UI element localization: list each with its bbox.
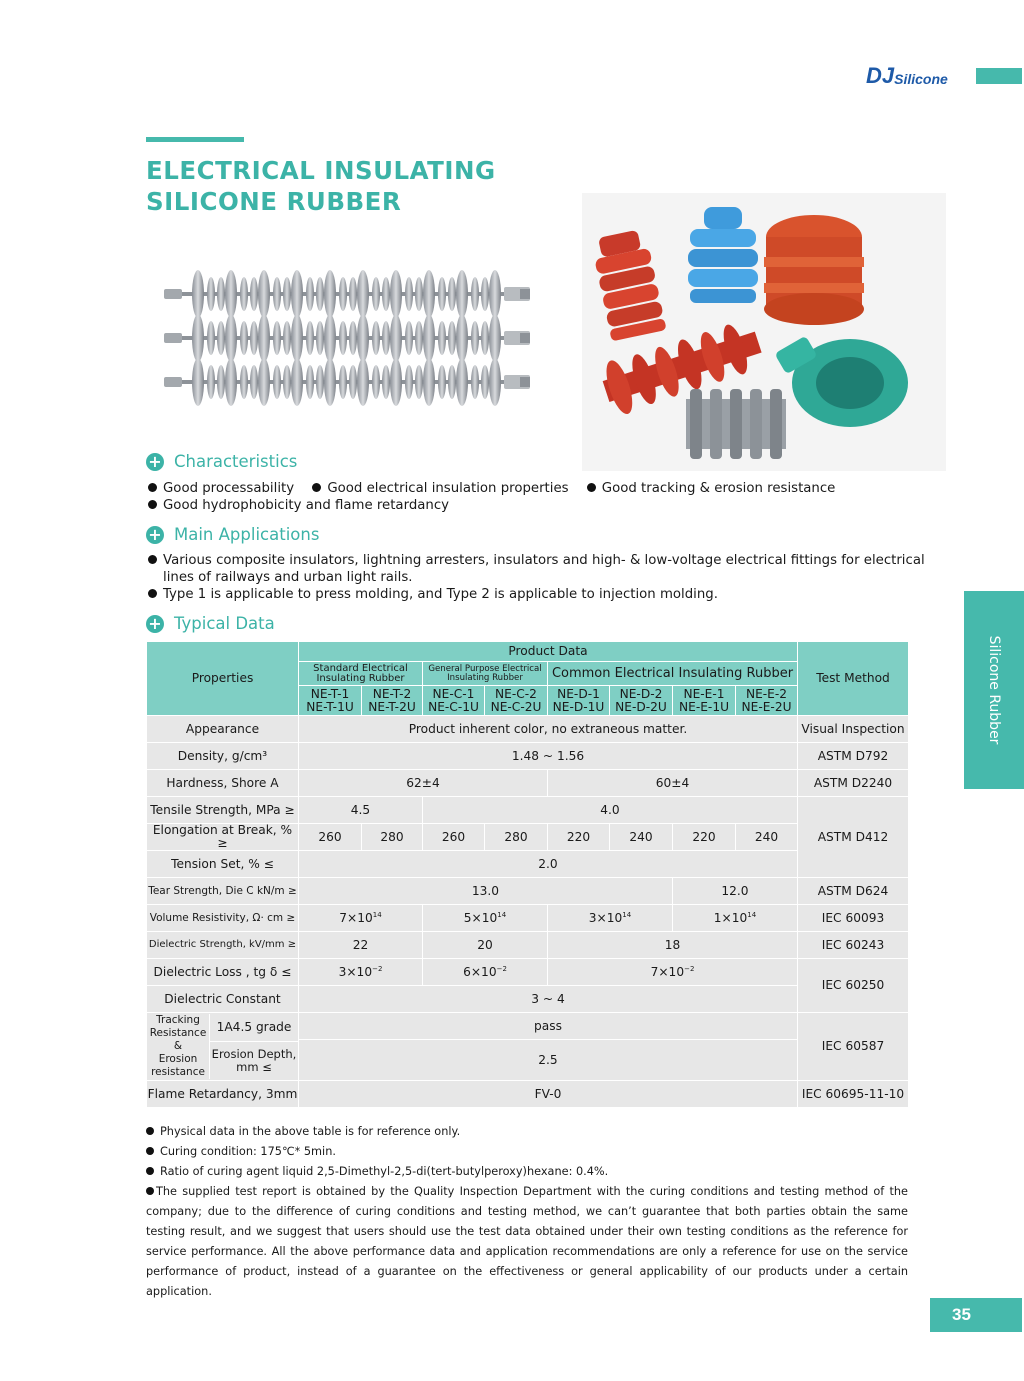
- value-exponent: −2: [372, 964, 383, 973]
- depth-label-line: Erosion Depth,: [211, 1046, 297, 1061]
- composite-insulators-photo: [160, 262, 538, 414]
- silicone-rubber-parts-photo: [582, 193, 946, 471]
- bullet-icon: [587, 483, 596, 492]
- characteristic-item: Good hydrophobicity and flame retardancy: [163, 498, 450, 513]
- row-label: Density, g/cm³: [147, 743, 299, 770]
- table-row: [147, 986, 909, 1013]
- table-row: [147, 1013, 909, 1040]
- tracking-grade-label: 1A4.5 grade: [210, 1014, 298, 1042]
- row-value: 4.0: [423, 797, 798, 824]
- group-standard-line-1: Standard Electrical: [313, 662, 408, 674]
- row-method: IEC 60695-11-10: [798, 1081, 909, 1108]
- row-value: FV-0: [299, 1081, 798, 1108]
- table-row: [147, 716, 909, 743]
- row-method: ASTM D412: [798, 797, 909, 878]
- grade-code-u: NE-T-1U: [306, 699, 354, 714]
- row-value: Product inherent color, no extraneous matter.: [299, 716, 798, 743]
- grade-cell: [485, 686, 548, 716]
- typical-data-heading: Typical Data: [174, 614, 275, 633]
- bullet-icon: [146, 1127, 154, 1135]
- typical-data-table: [146, 641, 909, 1108]
- page-number: 35: [930, 1298, 1022, 1332]
- characteristics-header: [146, 452, 297, 471]
- row-value: 220: [673, 824, 736, 851]
- note-item: [146, 1142, 908, 1162]
- note-text: The supplied test report is obtained by the Quality Inspection Department with the curing conditions and testing method of the company; due to the difference of curing conditions and testing method, we can’t guarantee that both parties obtain the same testing result, and we suggest that users should use the test data obtained under their own testing conditions as the reference for service performance. All the above performance data and application recommendations are only a reference for use on the service performance of product, instead of a guarantee on the effectiveness or general applicability of our products under a certain application.: [146, 1185, 908, 1298]
- row-method: IEC 60587: [798, 1013, 909, 1081]
- logo-sub: Silicone: [894, 71, 948, 87]
- header-product-data: Product Data: [299, 642, 798, 662]
- value-base: 5×10: [463, 910, 498, 925]
- grade-code-u: NE-D-2U: [615, 699, 667, 714]
- row-value: 220: [548, 824, 610, 851]
- row-label: Hardness, Shore A: [147, 770, 299, 797]
- applications-header: [146, 525, 319, 544]
- application-text: Various composite insulators, lightning arresters, insulators and high- & low-voltage electrical fittings for electrical: [163, 553, 925, 568]
- characteristics-line-2: [148, 497, 449, 514]
- application-item-1: [148, 552, 925, 569]
- tracking-label-line: Tracking: [156, 1014, 200, 1026]
- value-base: 6×10: [463, 964, 497, 979]
- characteristics-heading: Characteristics: [174, 452, 298, 471]
- tracking-label: [147, 1014, 210, 1079]
- row-label: Tear Strength, Die C kN/m ≥: [147, 878, 299, 905]
- row-value: [548, 959, 798, 986]
- row-value: [548, 905, 673, 932]
- value-base: 7×10: [650, 964, 685, 979]
- application-text: Type 1 is applicable to press molding, and Type 2 is applicable to injection molding.: [163, 587, 718, 602]
- grade-code-u: NE-C-2U: [490, 699, 542, 714]
- section-side-tab: [964, 591, 1024, 789]
- row-label: Dielectric Strength, kV/mm ≥: [147, 932, 299, 959]
- grade-code-u: NE-C-1U: [428, 699, 479, 714]
- table-row: [147, 959, 909, 986]
- row-value: 12.0: [673, 878, 798, 905]
- note-item: [146, 1122, 908, 1142]
- page-title: [146, 155, 496, 217]
- row-label: Flame Retardancy, 3mm: [147, 1081, 299, 1108]
- row-value: 22: [299, 932, 423, 959]
- row-value: [299, 959, 423, 986]
- row-value: 1.48 ~ 1.56: [299, 743, 798, 770]
- value-base: 1×10: [713, 910, 748, 925]
- row-value: [423, 959, 548, 986]
- group-general: [423, 662, 548, 686]
- title-accent-bar: [146, 137, 244, 142]
- tracking-depth-label: [210, 1042, 298, 1079]
- row-value: 260: [299, 824, 362, 851]
- value-base: 3×10: [588, 910, 623, 925]
- tracking-label-line: Erosion: [158, 1053, 198, 1065]
- note-item: [146, 1182, 908, 1302]
- bullet-icon: [146, 1147, 154, 1155]
- grade-code: NE-E-2: [745, 686, 788, 701]
- row-value: 62±4: [299, 770, 548, 797]
- row-value: [423, 905, 548, 932]
- row-value: [673, 905, 798, 932]
- side-tab-label: Silicone Rubber: [986, 635, 1002, 745]
- table-row: [147, 770, 909, 797]
- plus-icon: +: [146, 526, 164, 544]
- tracking-sublabels: [210, 1014, 298, 1079]
- row-method: ASTM D2240: [798, 770, 909, 797]
- bullet-icon: [148, 483, 157, 492]
- grade-cell: [548, 686, 610, 716]
- value-exponent: −2: [684, 964, 695, 973]
- logo-main: DJ: [866, 63, 895, 88]
- grade-cell: [610, 686, 673, 716]
- table-row: [147, 932, 909, 959]
- plus-icon: +: [146, 615, 164, 633]
- row-label: Dielectric Loss , tg δ ≤: [147, 959, 299, 986]
- characteristic-item: Good tracking & erosion resistance: [601, 481, 836, 496]
- grade-cell: [673, 686, 736, 716]
- value-base: 7×10: [339, 910, 373, 925]
- row-label: Appearance: [147, 716, 299, 743]
- row-value: 280: [362, 824, 423, 851]
- bullet-icon: [146, 1167, 154, 1175]
- bullet-icon: [146, 1187, 154, 1195]
- table-row: [147, 824, 909, 851]
- value-exponent: 14: [747, 910, 757, 919]
- row-value: 18: [548, 932, 798, 959]
- row-value: 60±4: [548, 770, 798, 797]
- bullet-icon: [148, 589, 157, 598]
- plus-icon: +: [146, 453, 164, 471]
- grade-code: NE-T-2: [372, 686, 412, 701]
- grade-code: NE-C-1: [432, 686, 475, 701]
- table-row: [147, 797, 909, 824]
- grade-code-u: NE-E-2U: [741, 699, 792, 714]
- note-text: Ratio of curing agent liquid 2,5-Dimethyl-2,5-di(tert-butylperoxy)hexane: 0.4%.: [160, 1165, 609, 1178]
- row-value: [299, 905, 423, 932]
- grade-cell: [423, 686, 485, 716]
- row-label: Tensile Strength, MPa ≥: [147, 797, 299, 824]
- applications-heading: Main Applications: [174, 525, 320, 544]
- row-method: IEC 60250: [798, 959, 909, 1013]
- grade-code-u: NE-T-2U: [368, 699, 416, 714]
- row-value: 20: [423, 932, 548, 959]
- bullet-icon: [312, 483, 321, 492]
- row-method: ASTM D792: [798, 743, 909, 770]
- table-row: [147, 878, 909, 905]
- row-value: 3 ~ 4: [299, 986, 798, 1013]
- grade-code: NE-D-1: [557, 686, 600, 701]
- value-base: 3×10: [338, 964, 373, 979]
- characteristic-item: Good processability: [163, 481, 295, 496]
- table-row: [147, 1081, 909, 1108]
- grade-code: NE-T-1: [310, 686, 350, 701]
- row-label: Dielectric Constant: [147, 986, 299, 1013]
- tracking-label-line: resistance: [151, 1066, 205, 1078]
- table-row: [147, 743, 909, 770]
- table-row: [147, 851, 909, 878]
- row-value: 2.0: [299, 851, 798, 878]
- row-value: 260: [423, 824, 485, 851]
- logo-accent-bar: [976, 68, 1022, 84]
- grade-cell: [362, 686, 423, 716]
- tracking-label-line: Resistance &: [149, 1027, 207, 1052]
- header-test-method: Test Method: [798, 642, 909, 716]
- grade-code: NE-C-2: [495, 686, 537, 701]
- application-item-2: [148, 586, 718, 603]
- grade-code-u: NE-D-1U: [552, 699, 605, 714]
- row-method: IEC 60243: [798, 932, 909, 959]
- title-line-1: ELECTRICAL INSULATING: [146, 156, 496, 185]
- notes: [146, 1122, 908, 1302]
- row-value: 280: [485, 824, 548, 851]
- row-label: Elongation at Break, % ≥: [147, 824, 299, 851]
- group-standard-line-2: Insulating Rubber: [316, 672, 405, 684]
- row-value: 4.5: [299, 797, 423, 824]
- group-general-line-2: Insulating Rubber: [447, 672, 523, 683]
- grade-code-u: NE-E-1U: [679, 699, 729, 714]
- value-exponent: 14: [497, 910, 507, 919]
- row-label: Volume Resistivity, Ω· cm ≥: [147, 905, 299, 932]
- application-item-1-cont: lines of railways and urban light rails.: [163, 570, 413, 585]
- characteristics-line-1: [148, 480, 835, 497]
- row-value: pass: [299, 1013, 798, 1040]
- group-common: Common Electrical Insulating Rubber: [548, 662, 798, 686]
- bullet-icon: [148, 500, 157, 509]
- header-properties: Properties: [147, 642, 299, 716]
- group-standard: [299, 662, 423, 686]
- value-exponent: −2: [496, 964, 507, 973]
- grade-cell: [299, 686, 362, 716]
- note-text: Physical data in the above table is for reference only.: [160, 1125, 461, 1138]
- typical-data-header: [146, 614, 275, 633]
- depth-label-line: mm ≤: [236, 1059, 272, 1074]
- row-method: Visual Inspection: [798, 716, 909, 743]
- row-label: Tension Set, % ≤: [147, 851, 299, 878]
- value-exponent: 14: [372, 910, 382, 919]
- title-line-2: SILICONE RUBBER: [146, 187, 402, 216]
- row-method: ASTM D624: [798, 878, 909, 905]
- row-value: 240: [736, 824, 798, 851]
- group-general-line-1: General Purpose Electrical: [428, 663, 542, 674]
- note-item: [146, 1162, 908, 1182]
- note-text: Curing condition: 175℃* 5min.: [160, 1145, 336, 1158]
- grade-code: NE-E-1: [683, 686, 725, 701]
- table-row: [147, 905, 909, 932]
- row-method: IEC 60093: [798, 905, 909, 932]
- characteristic-item: Good electrical insulation properties: [327, 481, 569, 496]
- grade-code: NE-D-2: [619, 686, 663, 701]
- grade-cell: [736, 686, 798, 716]
- row-value: 13.0: [299, 878, 673, 905]
- brand-logo: [866, 64, 948, 88]
- bullet-icon: [148, 555, 157, 564]
- row-value: 240: [610, 824, 673, 851]
- row-value: 2.5: [299, 1040, 798, 1081]
- tracking-cell: [147, 1013, 299, 1081]
- value-exponent: 14: [622, 910, 632, 919]
